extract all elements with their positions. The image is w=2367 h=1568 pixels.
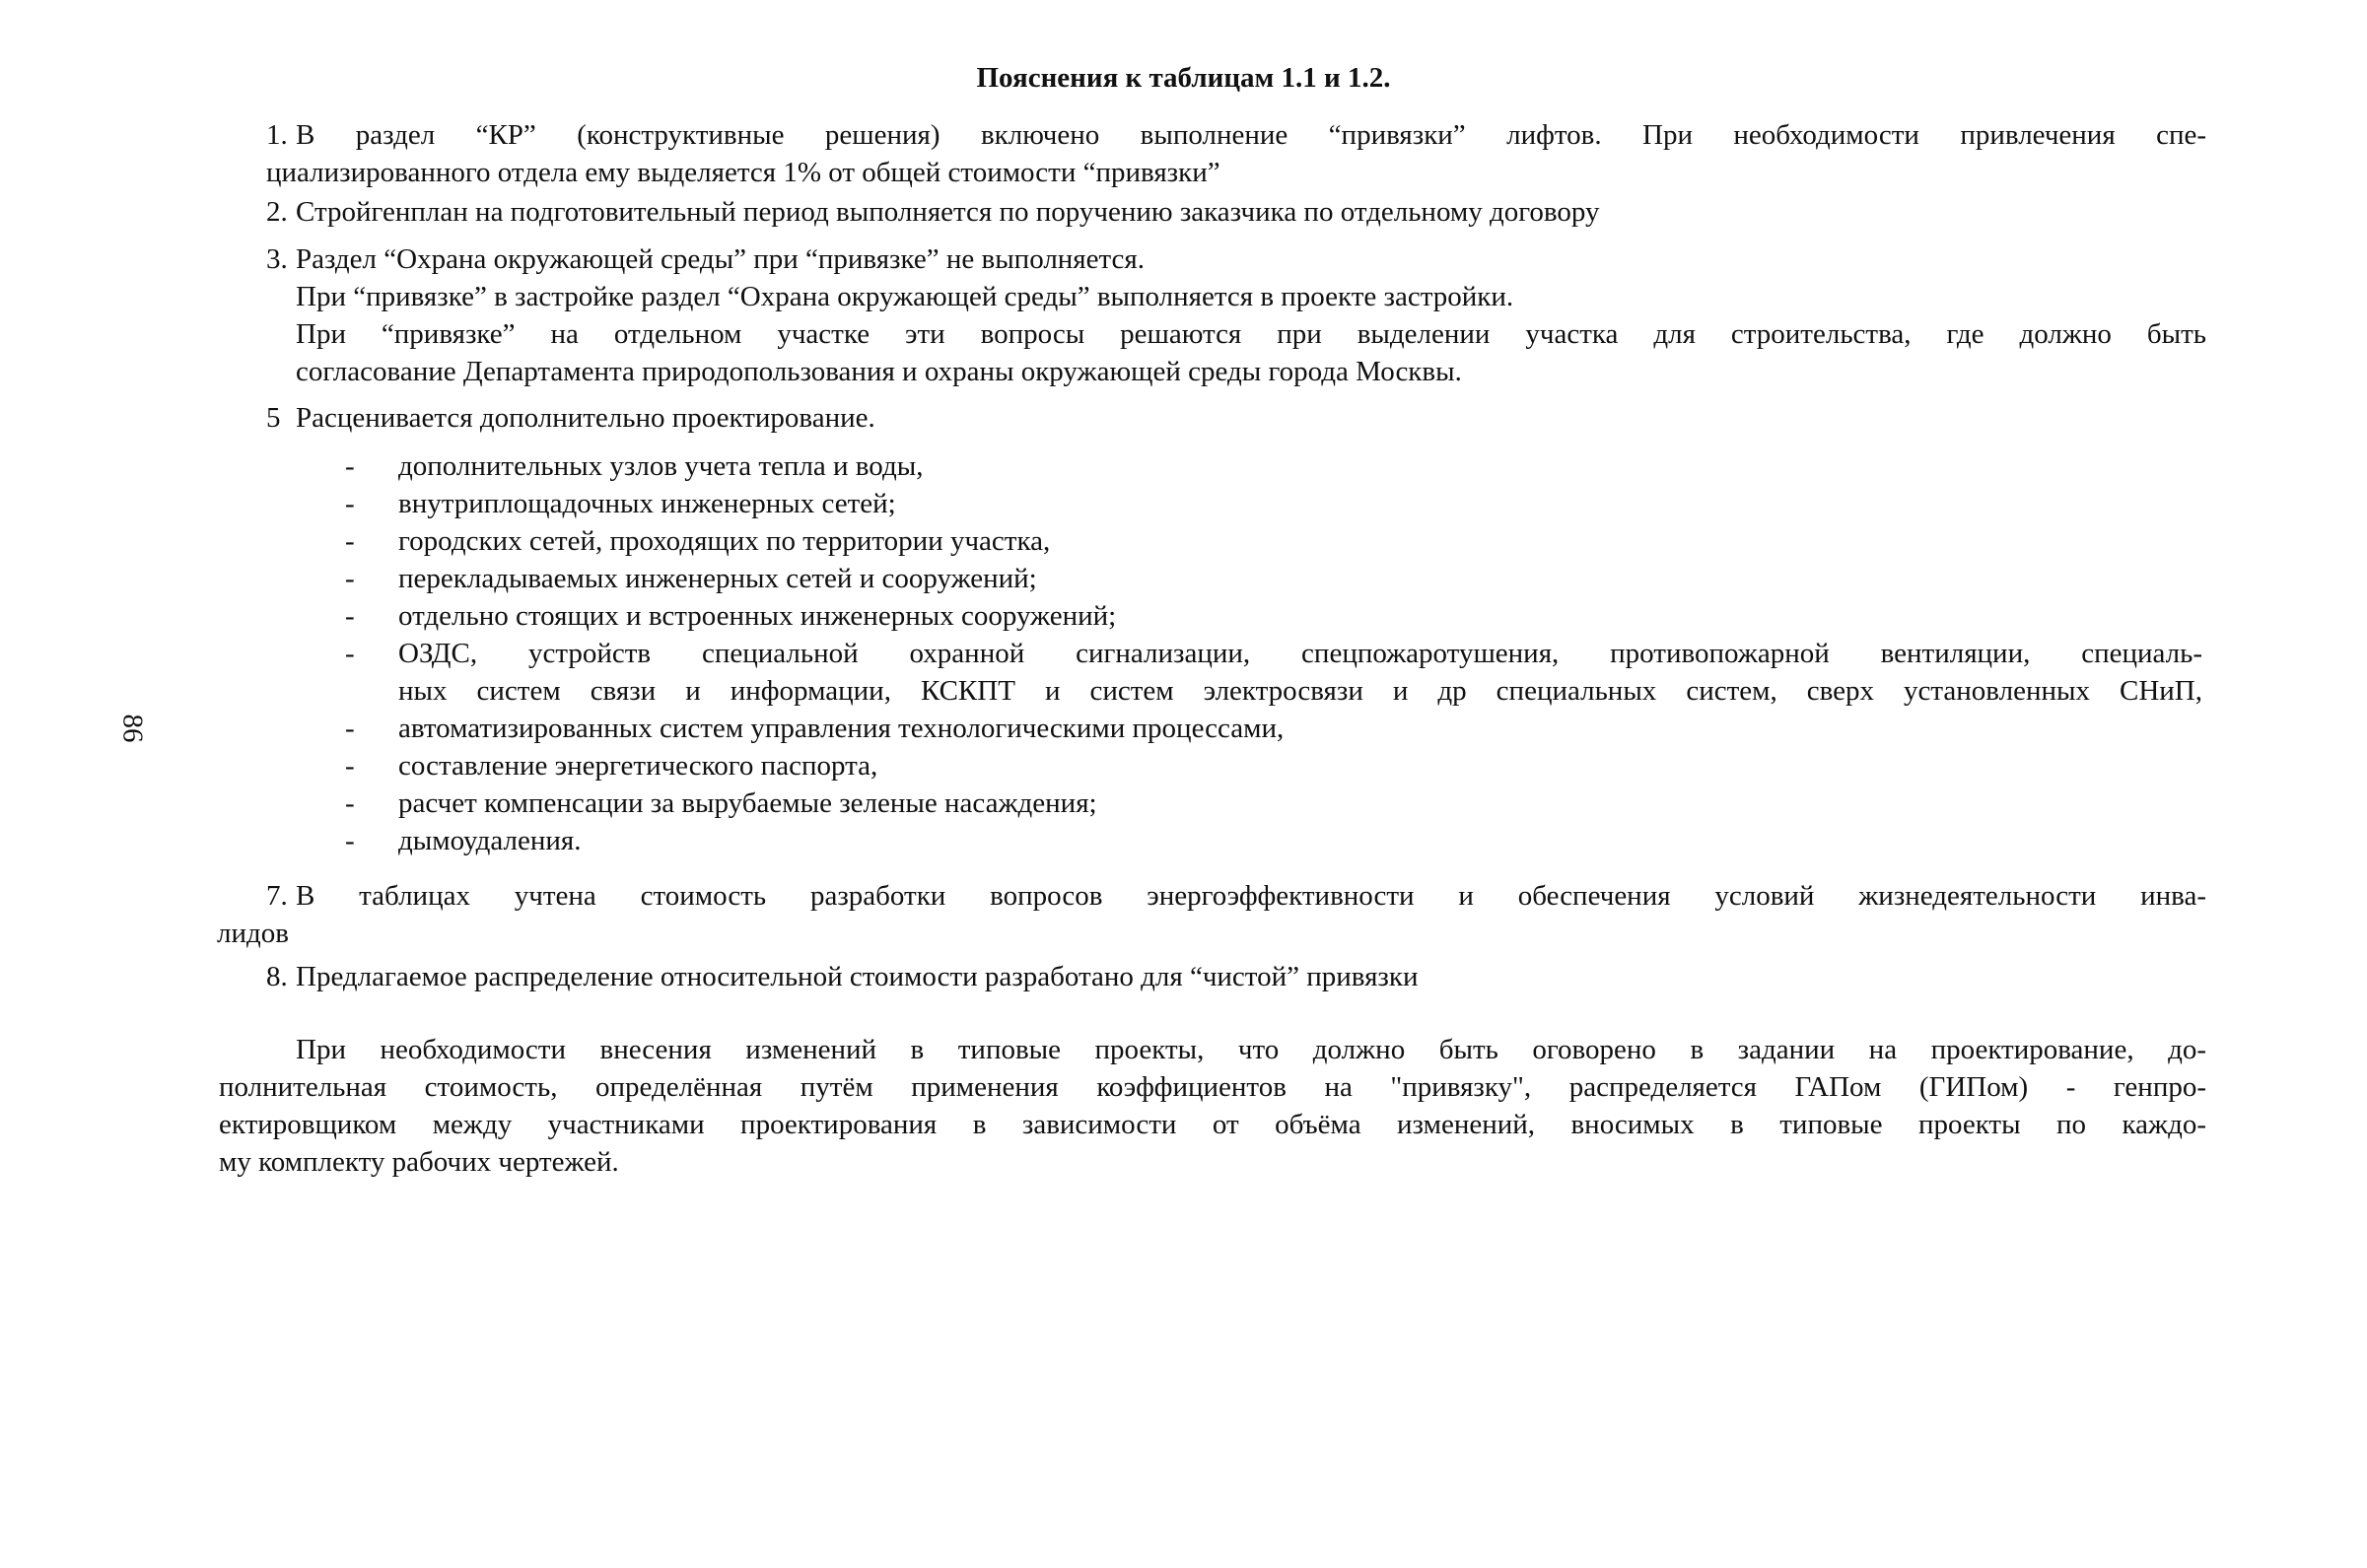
- dash-bullet: -: [345, 787, 355, 819]
- dash-item-text: отдельно стоящих и встроенных инженерных сооружений;: [398, 600, 1117, 632]
- item-number: 3.: [266, 243, 288, 275]
- list-item: [266, 116, 2206, 191]
- item-text-line: Стройгенплан на подготовительный период выполняется по поручению заказчика по отдельному договору: [296, 196, 1600, 228]
- dash-bullet: -: [345, 488, 355, 519]
- dash-item-text: городских сетей, проходящих по территории участка,: [398, 525, 1051, 557]
- list-item: [266, 193, 2206, 231]
- item-text-line: Раздел “Охрана окружающей среды” при “привязке” не выполняется.: [296, 243, 1146, 275]
- paragraph-line: полнительная стоимость, определённая путём применения коэффициентов на "привязку", распределяется ГАПом (ГИПом) - генпро-: [219, 1071, 2206, 1103]
- paragraph-line: му комплекту рабочих чертежей.: [219, 1146, 619, 1178]
- dash-bullet: -: [345, 750, 355, 782]
- dash-item-text: автоматизированных систем управления технологическими процессами,: [398, 713, 1285, 744]
- dash-item-text: внутриплощадочных инженерных сетей;: [398, 488, 896, 519]
- item-text-line: В таблицах учтена стоимость разработки вопросов энергоэффективности и обеспечения условий жизнедеятельности инва-: [296, 880, 2206, 912]
- dash-item-text: ОЗДС, устройств специальной охранной сигнализации, спецпожаротушения, противопожарной вентиляции, специаль-: [398, 638, 2202, 669]
- list-item: [266, 958, 2206, 995]
- item-number: 2.: [266, 196, 288, 228]
- paragraph-line: При необходимости внесения изменений в типовые проекты, что должно быть оговорено в задании на проектирование, до-: [296, 1034, 2206, 1065]
- item-number: 7.: [266, 880, 288, 912]
- item-text-line: согласование Департамента природопользования и охраны окружающей среды города Москвы.: [296, 356, 1462, 387]
- dash-item-text: составление энергетического паспорта,: [398, 750, 878, 782]
- item-number: 1.: [266, 119, 288, 151]
- dash-item-text: перекладываемых инженерных сетей и сооружений;: [398, 563, 1037, 594]
- dash-bullet: -: [345, 525, 355, 557]
- page-number: 86: [116, 714, 149, 743]
- list-item: [217, 877, 2206, 952]
- item-text-line: При “привязке” в застройке раздел “Охрана окружающей среды” выполняется в проекте застройки.: [296, 281, 1514, 312]
- paragraph-line: ектировщиком между участниками проектирования в зависимости от объёма изменений, вносимых в типовые проекты по каждо-: [219, 1109, 2206, 1140]
- item-number: 5: [266, 402, 281, 434]
- dash-bullet: -: [345, 825, 355, 856]
- closing-paragraph: [219, 1031, 2206, 1181]
- dash-item-text: расчет компенсации за вырубаемые зеленые насаждения;: [398, 787, 1097, 819]
- dash-bullet: -: [345, 713, 355, 744]
- item-text-line: При “привязке” на отдельном участке эти вопросы решаются при выделении участка для строительства, где должно быть: [296, 318, 2206, 350]
- item-text-line: лидов: [217, 918, 289, 949]
- dash-bullet: -: [345, 638, 355, 669]
- dash-item-text: дымоудаления.: [398, 825, 582, 856]
- item-number: 8.: [266, 961, 288, 992]
- dash-bullet: -: [345, 563, 355, 594]
- dash-bullet: -: [345, 450, 355, 482]
- dash-item-text: ных систем связи и информации, КСКПТ и систем электросвязи и др специальных систем, сверх установленных СНиП,: [398, 675, 2202, 707]
- list-item: [266, 399, 2206, 437]
- item-text-line: Расценивается дополнительно проектирование.: [296, 402, 875, 434]
- dash-bullet: -: [345, 600, 355, 632]
- dash-item-text: дополнительных узлов учета тепла и воды,: [398, 450, 924, 482]
- list-item: [266, 240, 2206, 390]
- item-text-line: Предлагаемое распределение относительной стоимости разработано для “чистой” привязки: [296, 961, 1419, 992]
- item-text-line: циализированного отдела ему выделяется 1% от общей стоимости “привязки”: [266, 157, 1220, 188]
- page-title: Пояснения к таблицам 1.1 и 1.2.: [976, 62, 1391, 94]
- item-text-line: В раздел “КР” (конструктивные решения) включено выполнение “привязки” лифтов. При необходимости привлечения спе-: [296, 119, 2206, 151]
